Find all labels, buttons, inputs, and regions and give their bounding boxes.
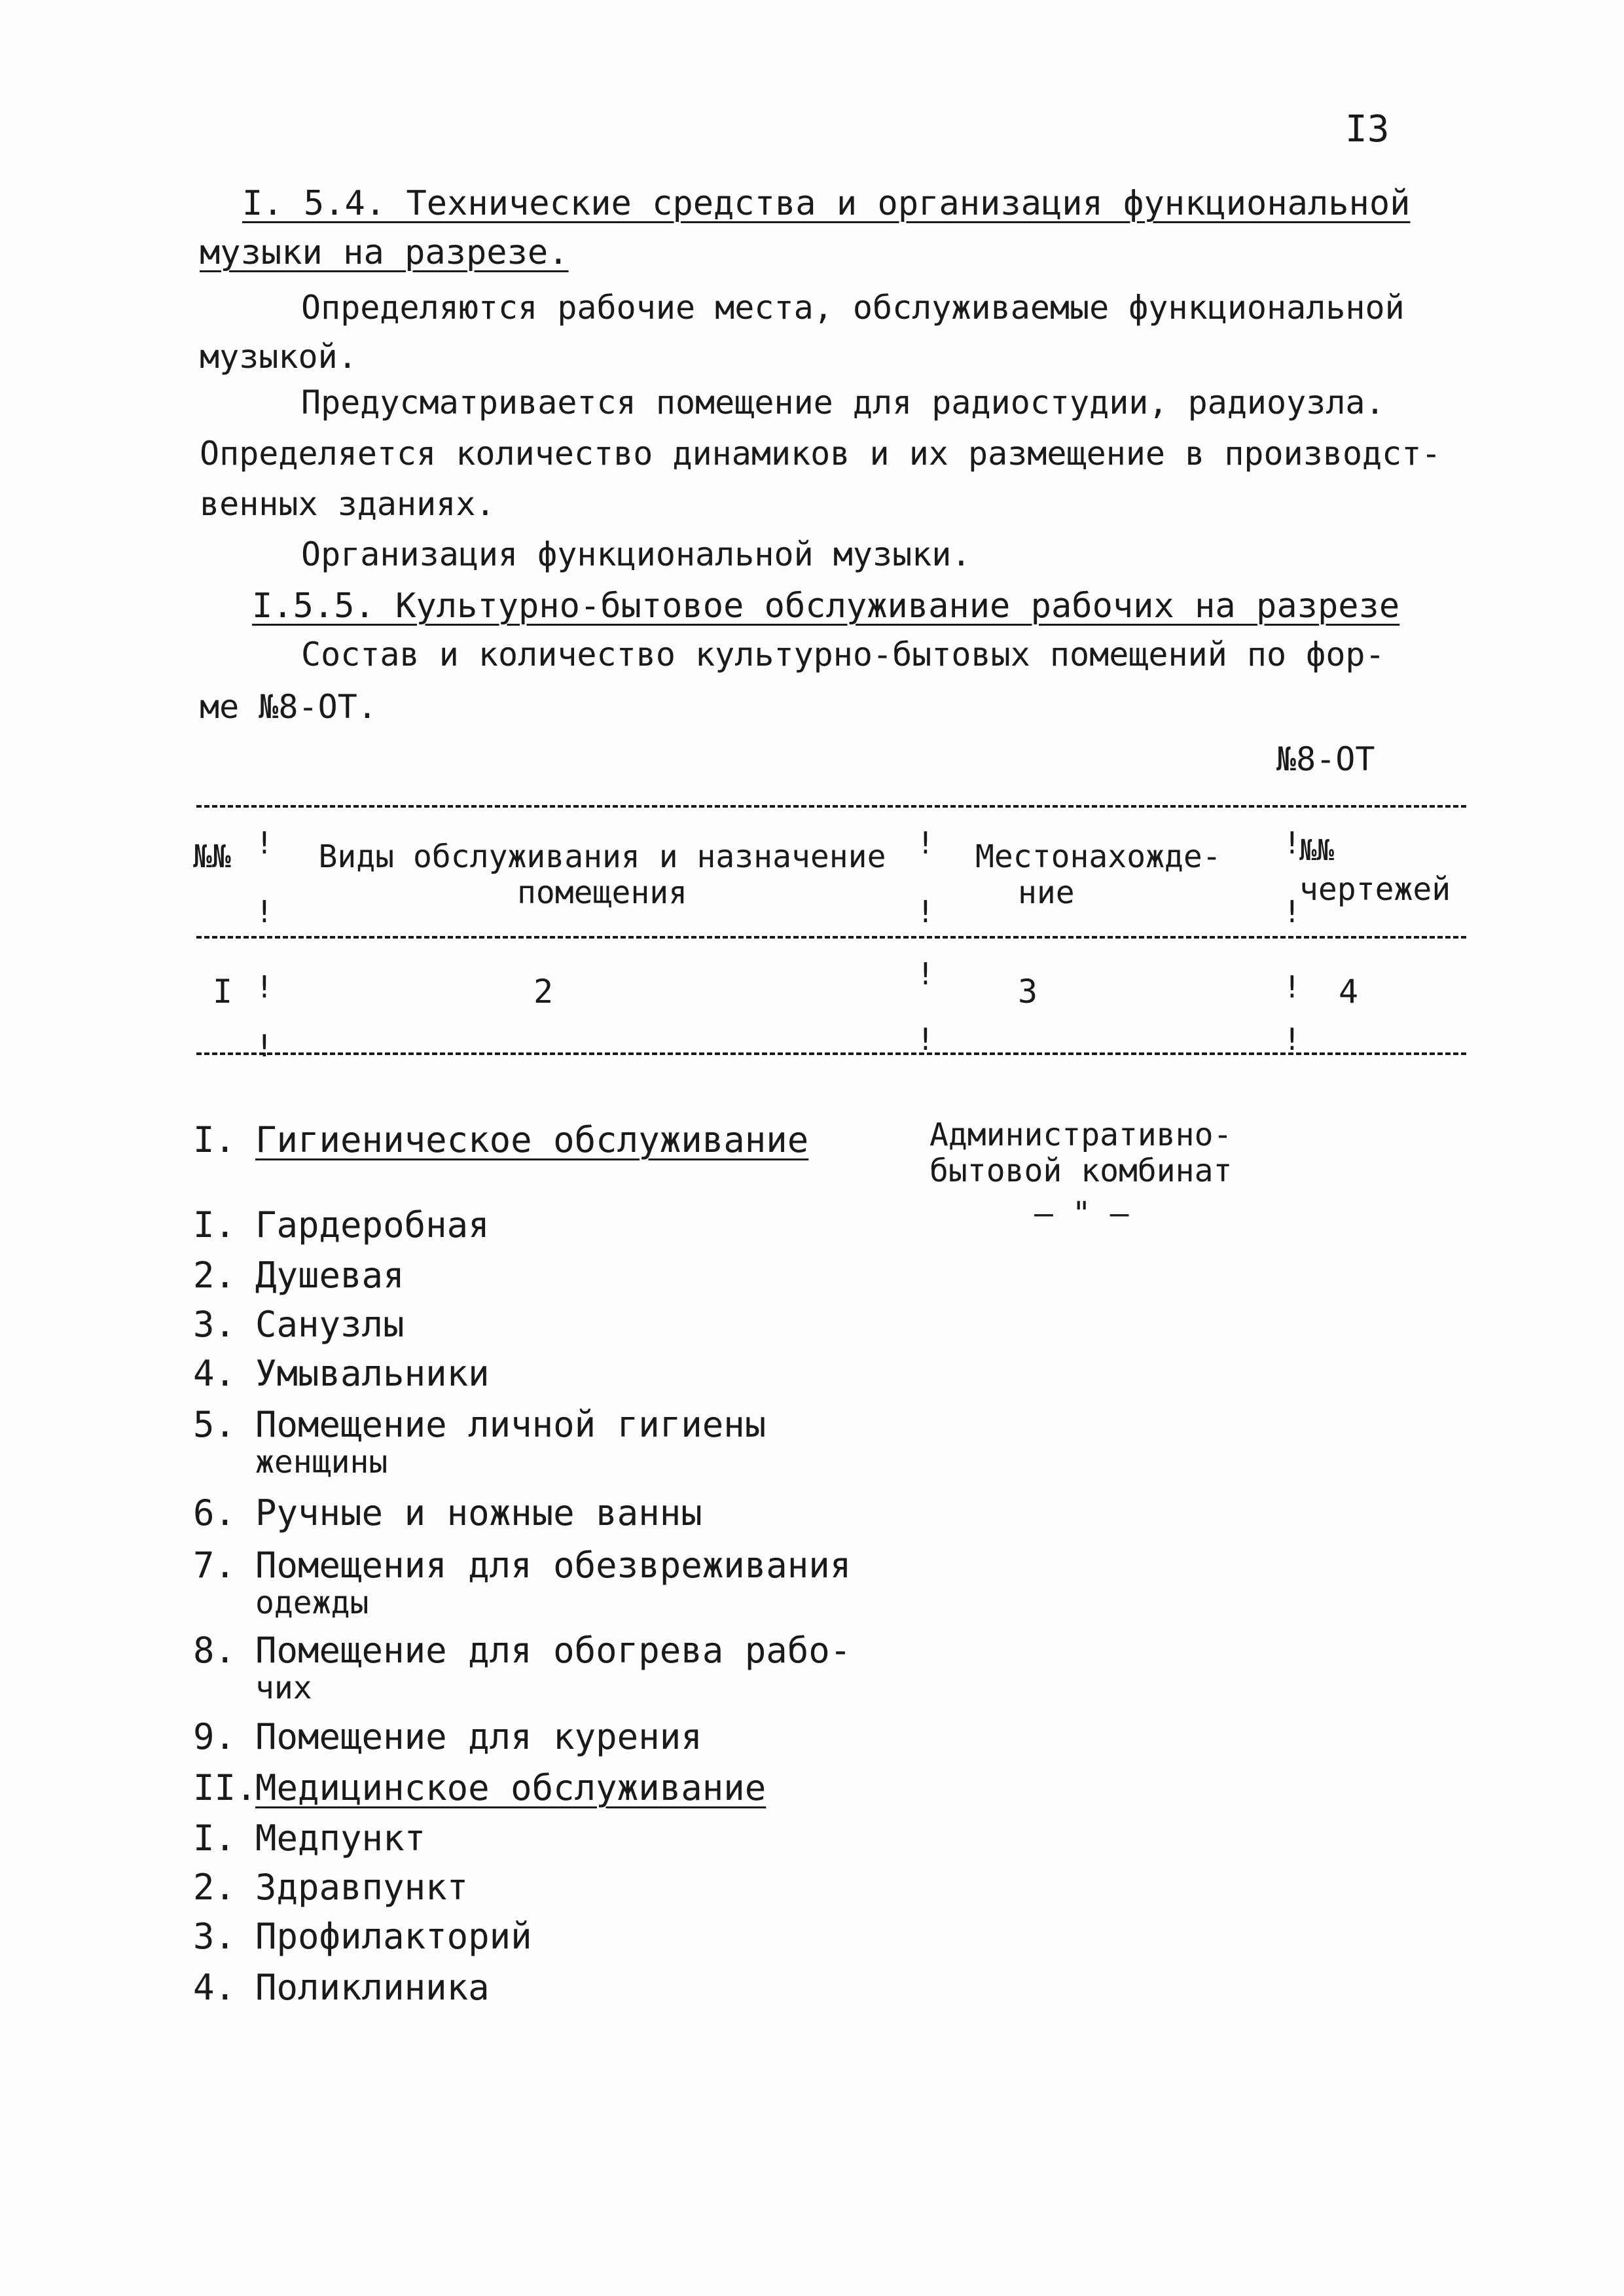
list-item: Душевая	[255, 1255, 405, 1296]
list-item-number: I.	[193, 1204, 236, 1246]
list-item-number: 6.	[193, 1492, 236, 1534]
column-separator: !	[255, 894, 274, 929]
page-number: I3	[1345, 108, 1390, 151]
list-item-number: 4.	[193, 1967, 236, 2008]
list-item-continuation: чих	[255, 1670, 312, 1706]
list-item-number: 3.	[193, 1304, 236, 1345]
header-location-line2: ние	[1018, 874, 1075, 911]
ditto-mark: — " —	[1034, 1195, 1129, 1232]
column-separator: !	[255, 825, 274, 861]
header-num: №№	[193, 838, 231, 875]
paragraph-line: ме №8-ОТ.	[200, 688, 377, 726]
list-item: Профилакторий	[255, 1916, 532, 1957]
column-separator: !	[916, 956, 935, 992]
list-item: Поликлиника	[255, 1967, 490, 2008]
list-item: Здравпункт	[255, 1867, 469, 1908]
header-drawings-line2: чертежей	[1299, 871, 1451, 908]
col-number-1: I	[213, 973, 233, 1011]
column-separator: !	[1283, 894, 1301, 929]
list-item: Санузлы	[255, 1304, 405, 1345]
group-title: Медицинское обслуживание	[255, 1767, 767, 1808]
col-number-3: 3	[1018, 973, 1038, 1011]
list-item: Помещение личной гигиены	[255, 1404, 767, 1445]
list-item-number: 2.	[193, 1867, 236, 1908]
group-title: Гигиеническое обслуживание	[255, 1119, 809, 1160]
header-drawings-line1: №№	[1299, 834, 1334, 867]
list-item-number: 2.	[193, 1255, 236, 1296]
header-kind-line2: помещения	[516, 874, 688, 911]
list-item-number: 4.	[193, 1353, 236, 1394]
list-item: Гардеробная	[255, 1204, 490, 1246]
column-separator: !	[1283, 825, 1301, 861]
header-location-line1: Местонахожде-	[975, 838, 1221, 875]
list-item: Помещение для обогрева рабо-	[255, 1630, 852, 1671]
list-item-number: 3.	[193, 1916, 236, 1957]
paragraph-line: Определяются рабочие места, обслуживаемые функциональной	[301, 289, 1405, 327]
list-item-number: 9.	[193, 1716, 236, 1757]
form-label: №8-ОТ	[1276, 740, 1375, 778]
paragraph-line: музыкой.	[200, 338, 357, 376]
section-heading-line2: музыки на разрезе.	[200, 233, 569, 272]
paragraph-line: венных зданиях.	[200, 485, 496, 523]
paragraph-line: Организация функциональной музыки.	[301, 535, 971, 573]
paragraph-line: Состав и количество культурно-бытовых помещений по фор-	[301, 636, 1385, 673]
column-separator: !	[916, 1022, 935, 1057]
list-item-number: 8.	[193, 1630, 236, 1671]
group-number: I.	[193, 1119, 236, 1160]
paragraph-line: Предусматривается помещение для радиостудии, радиоузла.	[301, 384, 1385, 422]
column-separator: !	[916, 894, 935, 929]
column-separator: !	[916, 825, 935, 861]
list-item: Ручные и ножные ванны	[255, 1492, 702, 1534]
list-item: Помещение для курения	[255, 1716, 702, 1757]
header-kind-line1: Виды обслуживания и назначение	[318, 838, 886, 875]
col-number-2: 2	[533, 973, 554, 1011]
section-heading-line1: I. 5.4. Технические средства и организация функциональной	[242, 184, 1411, 223]
list-item-number: 5.	[193, 1404, 236, 1445]
group-number: II.	[193, 1767, 257, 1808]
column-separator: !	[1283, 1022, 1301, 1057]
list-item: Умывальники	[255, 1353, 490, 1394]
col-number-4: 4	[1339, 973, 1359, 1011]
table-rule-mid	[196, 936, 1466, 939]
column-separator: !	[255, 1028, 274, 1064]
table-rule-top	[196, 805, 1466, 808]
list-item-continuation: женщины	[255, 1444, 388, 1480]
list-item: Медпункт	[255, 1818, 426, 1859]
list-item: Помещения для обезвреживания	[255, 1545, 852, 1586]
location-line2: бытовой комбинат	[929, 1153, 1233, 1189]
column-separator: !	[1283, 969, 1301, 1005]
list-item-continuation: одежды	[255, 1585, 369, 1621]
location-line1: Административно-	[929, 1117, 1233, 1153]
column-separator: !	[255, 969, 274, 1005]
section-heading: I.5.5. Культурно-бытовое обслуживание рабочих на разрезе	[252, 586, 1400, 626]
table-rule-bottom	[196, 1052, 1466, 1055]
paragraph-line: Определяется количество динамиков и их размещение в производст-	[200, 435, 1441, 473]
list-item-number: 7.	[193, 1545, 236, 1586]
list-item-number: I.	[193, 1818, 236, 1859]
